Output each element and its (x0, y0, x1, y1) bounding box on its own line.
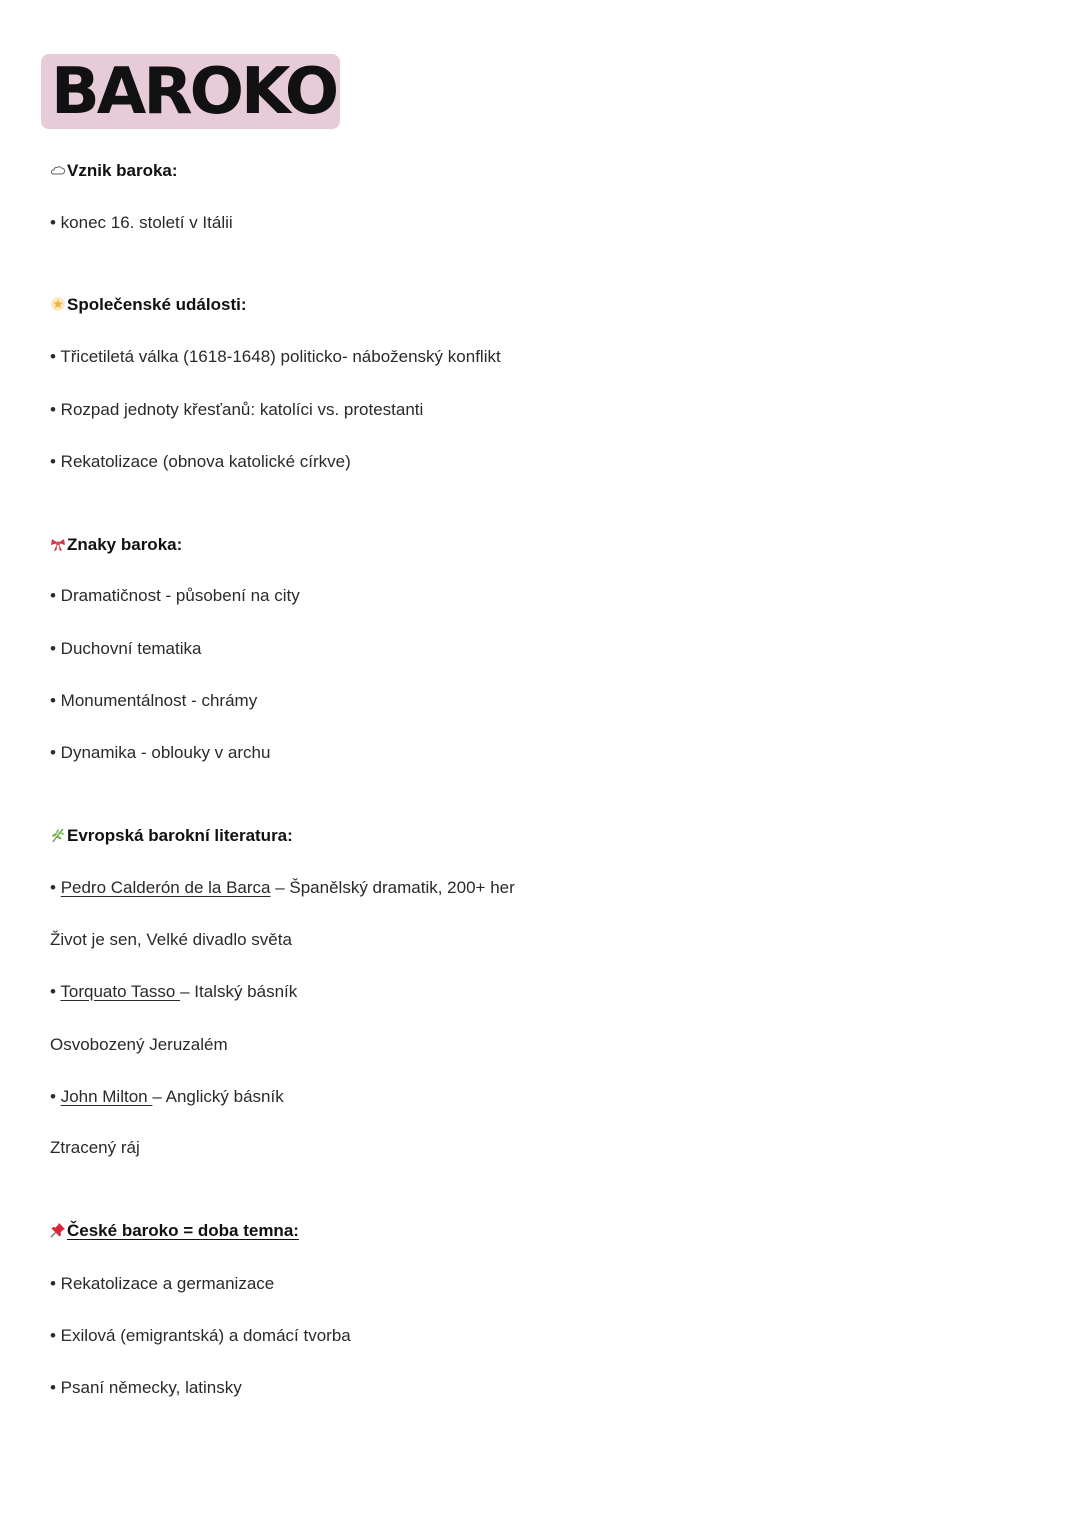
cloud-icon (50, 162, 66, 178)
bullet: • (50, 982, 61, 1001)
author-works: Osvobozený Jeruzalém (50, 1035, 228, 1054)
author-line (50, 877, 515, 899)
bullet: • (50, 1087, 61, 1106)
bullet: • (50, 878, 61, 897)
herb-icon (50, 827, 66, 843)
heading-text: Evropská barokní literatura: (67, 826, 293, 845)
list-item: • Rekatolizace (obnova katolické církve) (50, 452, 351, 471)
page-title: BAROKO (51, 55, 337, 129)
author-line (50, 1086, 284, 1108)
author-name: Torquato Tasso (60, 982, 181, 1001)
list-item: • Duchovní tematika (50, 639, 202, 658)
heading-text: České baroko = doba temna: (67, 1221, 299, 1240)
author-description: – Anglický básník (152, 1087, 284, 1106)
list-item: • konec 16. století v Itálii (50, 213, 233, 232)
bow-icon (50, 536, 66, 552)
heading-text: Znaky baroka: (67, 535, 183, 554)
author-description: – Italský básník (180, 982, 298, 1001)
list-item: • Dynamika - oblouky v archu (50, 743, 271, 762)
author-works: Ztracený ráj (50, 1138, 140, 1157)
list-item: • Třicetiletá válka (1618-1648) politicko- náboženský konflikt (50, 347, 501, 366)
author-works: Život je sen, Velké divadlo světa (50, 930, 292, 949)
list-item: • Exilová (emigrantská) a domácí tvorba (50, 1326, 351, 1345)
author-name: Pedro Calderón de la Barca (60, 878, 271, 897)
title-banner (41, 54, 340, 129)
pushpin-icon (50, 1222, 66, 1238)
star-icon (50, 296, 66, 312)
list-item: • Rozpad jednoty křesťanů: katolíci vs. protestanti (50, 400, 424, 419)
section-heading-ceske (50, 1220, 299, 1242)
section-heading-znaky (50, 534, 182, 556)
author-description: – Španělský dramatik, 200+ her (270, 878, 515, 897)
section-heading-vznik (50, 160, 178, 182)
heading-text: Společenské události: (67, 295, 247, 314)
list-item: • Dramatičnost - působení na city (50, 586, 300, 605)
author-name: John Milton (60, 1087, 153, 1106)
section-heading-literatura (50, 825, 293, 847)
list-item: • Monumentálnost - chrámy (50, 691, 258, 710)
author-line (50, 981, 297, 1003)
heading-text: Vznik baroka: (67, 161, 178, 180)
section-heading-udalosti (50, 294, 247, 316)
list-item: • Psaní německy, latinsky (50, 1378, 242, 1397)
list-item: • Rekatolizace a germanizace (50, 1274, 275, 1293)
